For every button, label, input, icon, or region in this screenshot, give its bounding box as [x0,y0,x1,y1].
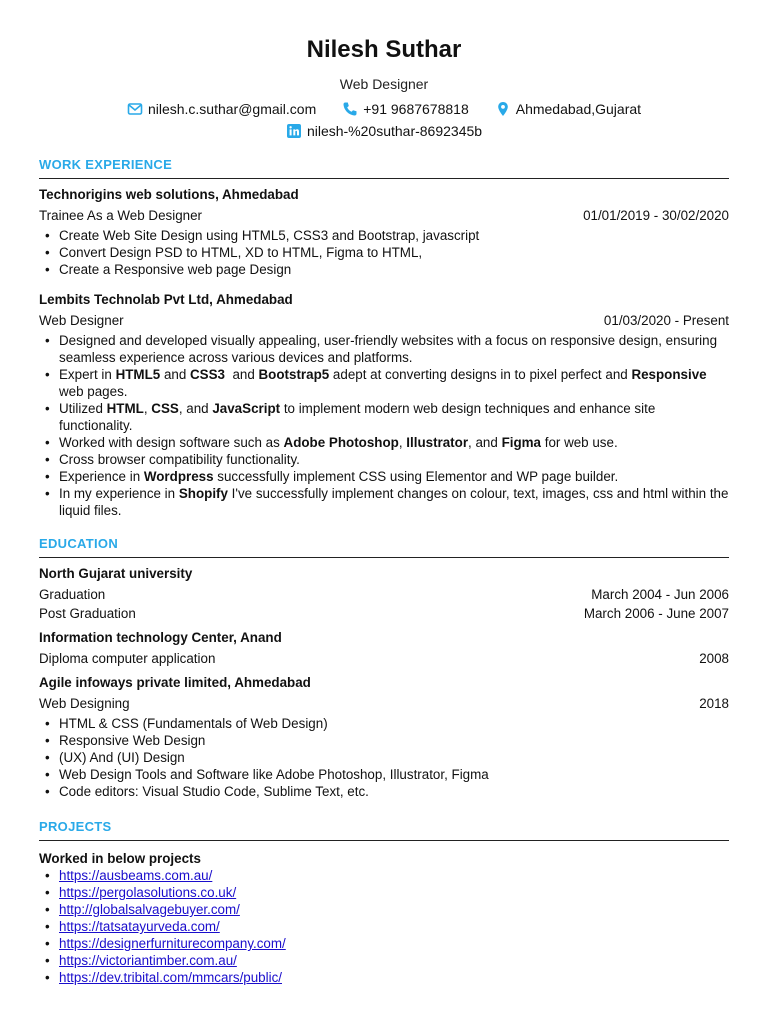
job-bullets [39,227,729,278]
phone-contact[interactable] [342,100,469,118]
education-heading: EDUCATION [39,536,729,558]
education-bullets [39,715,729,800]
candidate-title: Web Designer [339,76,429,92]
job-company: Technorigins web solutions, Ahmedabad [39,187,299,202]
email-contact[interactable] [127,100,316,118]
envelope-icon [127,101,143,117]
education-entry [39,674,729,800]
education-degree: Graduation [39,587,106,602]
work-experience-heading: WORK EXPERIENCE [39,157,729,179]
education-bullet: • Responsive Web Design [39,732,729,749]
education-dates: 2008 [699,651,729,666]
job-entry [39,186,729,278]
education-degree: Web Designing [39,696,130,711]
education-dates: 2018 [699,696,729,711]
education-dates: March 2004 - Jun 2006 [591,587,729,602]
education-entry [39,565,729,622]
projects-section [39,819,729,986]
job-role-row [39,312,729,329]
project-link[interactable]: https://tatsatayurveda.com/ [59,919,220,934]
job-company: Lembits Technolab Pvt Ltd, Ahmedabad [39,292,293,307]
email-text[interactable]: nilesh.c.suthar@gmail.com [147,101,317,117]
education-degree: Diploma computer application [39,651,216,666]
school-name: Information technology Center, Anand [39,630,282,645]
project-item [39,952,729,969]
job-bullet: • Convert Design PSD to HTML, XD to HTML, Figma to HTML, [39,244,729,261]
school-name: Agile infoways private limited, Ahmedabad [39,675,311,690]
job-bullet: • Expert in HTML5 and CSS3 and Bootstrap5 adept at converting designs in to pixel perfect and Responsive web pages. [39,366,729,400]
job-role: Trainee As a Web Designer [39,208,203,223]
education-row [39,650,729,667]
resume-header [39,0,729,140]
linkedin-contact[interactable] [286,122,482,140]
project-item [39,935,729,952]
project-link[interactable]: https://victoriantimber.com.au/ [59,953,237,968]
job-dates: 01/03/2020 - Present [603,313,729,328]
project-item [39,969,729,986]
job-bullet: • Create a Responsive web page Design [39,261,729,278]
education-entry [39,629,729,667]
location-contact [495,100,641,118]
education-row [39,605,729,622]
education-bullet: • Code editors: Visual Studio Code, Sublime Text, etc. [39,783,729,800]
linkedin-text[interactable]: nilesh-%20suthar-8692345b [306,123,483,139]
project-item [39,918,729,935]
project-item [39,901,729,918]
candidate-name: Nilesh Suthar [306,36,462,63]
contact-row [39,100,729,118]
phone-icon [342,101,358,117]
job-bullets [39,332,729,519]
projects-subtitle: Worked in below projects [39,851,201,866]
job-bullet: • Cross browser compatibility functionality. [39,451,729,468]
project-links [39,867,729,986]
job-role: Web Designer [39,313,124,328]
job-role-row [39,207,729,224]
job-bullet: • Experience in Wordpress successfully implement CSS using Elementor and WP page builder. [39,468,729,485]
education-bullet: • HTML & CSS (Fundamentals of Web Design) [39,715,729,732]
education-degree: Post Graduation [39,606,136,621]
phone-text[interactable]: +91 9687678818 [363,101,469,117]
job-bullet: • Create Web Site Design using HTML5, CSS3 and Bootstrap, javascript [39,227,729,244]
education-dates: March 2006 - June 2007 [583,606,729,621]
location-pin-icon [495,101,511,117]
project-item [39,884,729,901]
project-link[interactable]: https://dev.tribital.com/mmcars/public/ [59,970,282,985]
education-row [39,586,729,603]
location-text: Ahmedabad,Gujarat [515,101,642,117]
linkedin-icon [286,123,302,139]
job-bullet: • In my experience in Shopify I've successfully implement changes on colour, text, images, css and html within the liquid files. [39,485,729,519]
project-item [39,867,729,884]
job-bullet: • Utilized HTML, CSS, and JavaScript to implement modern web design techniques and enhance site functionality. [39,400,729,434]
education-row [39,695,729,712]
job-entry [39,291,729,519]
work-experience-section [39,157,729,519]
linkedin-row [39,122,729,140]
project-link[interactable]: https://ausbeams.com.au/ [59,868,213,883]
projects-heading: PROJECTS [39,819,729,841]
school-name: North Gujarat university [39,566,193,581]
project-link[interactable]: http://globalsalvagebuyer.com/ [59,902,240,917]
job-dates: 01/01/2019 - 30/02/2020 [583,208,729,223]
education-bullet: • (UX) And (UI) Design [39,749,729,766]
project-link[interactable]: https://pergolasolutions.co.uk/ [59,885,237,900]
project-link[interactable]: https://designerfurniturecompany.com/ [59,936,286,951]
education-bullet: • Web Design Tools and Software like Adobe Photoshop, Illustrator, Figma [39,766,729,783]
education-section [39,536,729,800]
job-bullet: • Designed and developed visually appealing, user-friendly websites with a focus on responsive design, ensuring seamless experience across various devices and platforms. [39,332,729,366]
job-bullet: • Worked with design software such as Adobe Photoshop, Illustrator, and Figma for web use. [39,434,729,451]
